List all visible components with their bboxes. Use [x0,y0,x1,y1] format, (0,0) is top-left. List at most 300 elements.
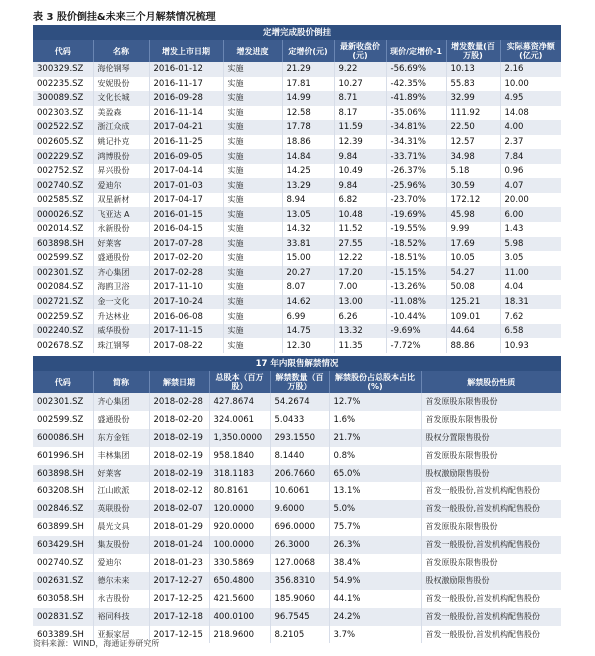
table-row [33,411,561,429]
table2-title: 17 年内限售解禁情况 [33,356,561,371]
table-cell: 11.59 [334,120,386,135]
table-cell: 002259.SZ [33,309,93,324]
table-cell: 22.50 [446,120,500,135]
table-cell: 2016-01-15 [149,207,223,222]
table-cell: 2018-02-20 [149,411,209,429]
table-cell: -23.70% [386,193,446,208]
table-cell: 002014.SZ [33,222,93,237]
table-row [33,280,561,295]
table-cell: 实施 [223,266,282,281]
table-cell: 002721.SZ [33,295,93,310]
table-cell: 2018-01-23 [149,554,209,572]
table-cell: 昇兴股份 [93,164,149,179]
table-cell: 东方金钰 [93,429,149,447]
table-cell: 12.39 [334,135,386,150]
table-cell: 002740.SZ [33,178,93,193]
table-cell: 002605.SZ [33,135,93,150]
table-cell: 3.7% [329,626,421,644]
table-cell: 002599.SZ [33,411,93,429]
table-cell: 18.31 [500,295,561,310]
table-cell: 603429.SH [33,536,93,554]
table-cell: 400.0100 [209,608,270,626]
table-cell: 10.49 [334,164,386,179]
table-cell: -33.71% [386,149,446,164]
table-cell: 鸿博股份 [93,149,149,164]
table2-header-5: 解禁股份占总股本占比(%) [329,371,421,393]
table-cell: 002301.SZ [33,266,93,281]
table-cell: 股权激励限售股份 [421,572,561,590]
table-cell: 7.84 [500,149,561,164]
table-cell: 实施 [223,309,282,324]
table-cell: 125.21 [446,295,500,310]
table-cell: 10.93 [500,338,561,353]
table-row [33,62,561,77]
table-cell: 5.18 [446,164,500,179]
table-cell: 26.3% [329,536,421,554]
table-cell: 2017-12-27 [149,572,209,590]
table-cell: 9.22 [334,62,386,77]
table-cell: 603058.SH [33,590,93,608]
table-cell: 2018-02-12 [149,482,209,500]
table-row [33,536,561,554]
table2-header-3: 总股本（百万股） [209,371,270,393]
table-cell: 海鸥卫浴 [93,280,149,295]
table-caption: 表 3 股价倒挂&未来三个月解禁情况梳理 [33,12,216,23]
table-row [33,309,561,324]
table-cell: 11.35 [334,338,386,353]
table-cell: 54.2674 [270,393,329,411]
table-cell: 2016-11-14 [149,106,223,121]
table-cell: 实施 [223,295,282,310]
table-cell: 002831.SZ [33,608,93,626]
top-cut-title [0,0,595,4]
table-cell: 421.5600 [209,590,270,608]
table-cell: 15.00 [282,251,334,266]
table-cell: 2.16 [500,62,561,77]
table-cell: 7.62 [500,309,561,324]
table-cell: -26.37% [386,164,446,179]
table-cell: 实施 [223,106,282,121]
table-cell: 696.0000 [270,518,329,536]
table-cell: 10.00 [500,77,561,92]
table-cell: 13.00 [334,295,386,310]
table-cell: 实施 [223,324,282,339]
table-cell: 4.00 [500,120,561,135]
table-cell: 股权分置限售股份 [421,429,561,447]
table-cell: 18.86 [282,135,334,150]
table2-header-2: 解禁日期 [149,371,209,393]
table-cell: -42.35% [386,77,446,92]
table-cell: 603389.SH [33,626,93,644]
table-cell: -13.26% [386,280,446,295]
table-cell: 浙江众成 [93,120,149,135]
table2-header-1: 简称 [93,371,149,393]
table-cell: 9.84 [334,149,386,164]
table-cell: 12.30 [282,338,334,353]
table-cell: 6.00 [500,207,561,222]
table-cell: 2.37 [500,135,561,150]
table-cell: 盛通股份 [93,411,149,429]
table-cell: 10.6061 [270,482,329,500]
table-cell: 实施 [223,193,282,208]
table-cell: 293.1550 [270,429,329,447]
table-cell: 好莱客 [93,237,149,252]
table-cell: 首发原股东限售股份 [421,393,561,411]
table-cell: 齐心集团 [93,266,149,281]
table-cell: 000026.SZ [33,207,93,222]
table-cell: 920.0000 [209,518,270,536]
table-cell: 2017-10-24 [149,295,223,310]
table-cell: -11.08% [386,295,446,310]
table-cell: 2017-04-21 [149,120,223,135]
table-cell: 44.64 [446,324,500,339]
table-cell: 32.99 [446,91,500,106]
table-cell: 206.7660 [270,465,329,483]
table-cell: 002522.SZ [33,120,93,135]
table-cell: 0.8% [329,447,421,465]
table-cell: 218.9600 [209,626,270,644]
table-row [33,554,561,572]
table-cell: 002631.SZ [33,572,93,590]
table-cell: 永新股份 [93,222,149,237]
table-cell: 5.0% [329,500,421,518]
table-cell: 603208.SH [33,482,93,500]
table-cell: 002084.SZ [33,280,93,295]
table-cell: 8.1440 [270,447,329,465]
table-cell: 17.69 [446,237,500,252]
table-cell: 5.98 [500,237,561,252]
table1-header-5: 最新收盘价(元) [334,40,386,62]
table-cell: 丰林集团 [93,447,149,465]
table-cell: 10.48 [334,207,386,222]
table-cell: 2016-01-12 [149,62,223,77]
table-cell: 10.05 [446,251,500,266]
table-cell: 实施 [223,280,282,295]
table-cell: 20.27 [282,266,334,281]
table-cell: 172.12 [446,193,500,208]
table-cell: 2017-02-28 [149,266,223,281]
table2-header-4: 解禁数量（百万股） [270,371,329,393]
table-cell: 54.9% [329,572,421,590]
table-cell: -9.69% [386,324,446,339]
table-cell: 75.7% [329,518,421,536]
table-cell: 002752.SZ [33,164,93,179]
table-cell: 实施 [223,164,282,179]
table-row [33,135,561,150]
table-row [33,572,561,590]
table-cell: 330.5869 [209,554,270,572]
table-cell: 324.0061 [209,411,270,429]
table-cell: 2016-09-28 [149,91,223,106]
table-cell: 2017-11-15 [149,324,223,339]
table1-header-2: 增发上市日期 [149,40,223,62]
table-cell: -41.89% [386,91,446,106]
table-cell: 21.7% [329,429,421,447]
table1-header-7: 增发数量(百万股) [446,40,500,62]
table-cell: 威华股份 [93,324,149,339]
table-cell: 2017-04-14 [149,164,223,179]
table-cell: 8.07 [282,280,334,295]
table-row [33,338,561,353]
table-row [33,237,561,252]
table-cell: 2018-02-19 [149,465,209,483]
table-cell: 文化长城 [93,91,149,106]
table-cell: 2018-02-28 [149,393,209,411]
table-cell: 185.9060 [270,590,329,608]
table-cell: 4.07 [500,178,561,193]
table-cell: 2017-04-17 [149,193,223,208]
table-cell: 24.2% [329,608,421,626]
table1-header-6: 现价/定增价-1 [386,40,446,62]
table-cell: 30.59 [446,178,500,193]
table-cell: 升达林业 [93,309,149,324]
table-cell: 10.27 [334,77,386,92]
table-cell: -15.15% [386,266,446,281]
table-cell: 2016-04-15 [149,222,223,237]
table-row [33,465,561,483]
table-cell: 002301.SZ [33,393,93,411]
table-cell: 14.25 [282,164,334,179]
table-cell: 55.83 [446,77,500,92]
table-cell: 首发一般股份,首发机构配售股份 [421,536,561,554]
table-cell: 958.1840 [209,447,270,465]
table-cell: 34.98 [446,149,500,164]
table-cell: 13.32 [334,324,386,339]
table-row [33,482,561,500]
table-cell: 002585.SZ [33,193,93,208]
table-cell: -56.69% [386,62,446,77]
unlock-table [33,356,561,643]
table-cell: 实施 [223,222,282,237]
table-row [33,77,561,92]
table-cell: 首发原股东限售股份 [421,447,561,465]
table-row [33,393,561,411]
table-cell: 002599.SZ [33,251,93,266]
table1-header-0: 代码 [33,40,93,62]
table-cell: 实施 [223,120,282,135]
table2-header-6: 解禁股份性质 [421,371,561,393]
table-cell: 14.08 [500,106,561,121]
table-cell: 2018-02-19 [149,447,209,465]
table-cell: 3.05 [500,251,561,266]
table-cell: 首发一般股份,首发机构配售股份 [421,590,561,608]
table-cell: 8.94 [282,193,334,208]
table-cell: 17.78 [282,120,334,135]
table-cell: 晨光文具 [93,518,149,536]
table-cell: 6.99 [282,309,334,324]
table-cell: 12.22 [334,251,386,266]
table-cell: 10.13 [446,62,500,77]
table-row [33,120,561,135]
table-cell: 300089.SZ [33,91,93,106]
table-row [33,222,561,237]
table-cell: 427.8674 [209,393,270,411]
table-cell: 9.6000 [270,500,329,518]
table-cell: 9.84 [334,178,386,193]
table-cell: 2016-11-17 [149,77,223,92]
table-cell: 17.20 [334,266,386,281]
table-cell: 45.98 [446,207,500,222]
table-cell: 盛通股份 [93,251,149,266]
table-cell: 26.3000 [270,536,329,554]
table-cell: -34.31% [386,135,446,150]
table-cell: 14.62 [282,295,334,310]
table-cell: 14.75 [282,324,334,339]
table-cell: 002235.SZ [33,77,93,92]
table-row [33,500,561,518]
table-row [33,91,561,106]
table-cell: 5.0433 [270,411,329,429]
reverse-price-table [33,25,561,353]
table-cell: 650.4800 [209,572,270,590]
table-cell: 111.92 [446,106,500,121]
table-cell: 珠江钢琴 [93,338,149,353]
table-cell: 2017-01-03 [149,178,223,193]
table-cell: 首发原股东限售股份 [421,518,561,536]
table-cell: 姚记扑克 [93,135,149,150]
table-cell: 600086.SH [33,429,93,447]
table-cell: 9.99 [446,222,500,237]
table-cell: 603898.SH [33,237,93,252]
table-cell: 11.00 [500,266,561,281]
table-cell: 88.86 [446,338,500,353]
table-cell: 2018-02-07 [149,500,209,518]
table-cell: 4.04 [500,280,561,295]
table-cell: 爱迪尔 [93,554,149,572]
table-cell: 首发一般股份,首发机构配售股份 [421,500,561,518]
table-cell: 11.52 [334,222,386,237]
table-cell: 356.8310 [270,572,329,590]
table-cell: 601996.SH [33,447,93,465]
table-cell: 实施 [223,62,282,77]
table-cell: 2018-01-29 [149,518,209,536]
table-cell: 首发一般股份,首发机构配售股份 [421,608,561,626]
table-cell: 27.55 [334,237,386,252]
table1-header-8: 实际募资净额(亿元) [500,40,561,62]
table-cell: 海伦钢琴 [93,62,149,77]
table-row [33,518,561,536]
table-cell: 集友股份 [93,536,149,554]
table2-header-0: 代码 [33,371,93,393]
table-cell: 127.0068 [270,554,329,572]
table-cell: 实施 [223,77,282,92]
table-cell: -34.81% [386,120,446,135]
table-row [33,178,561,193]
table-cell: 实施 [223,251,282,266]
table-cell: 318.1183 [209,465,270,483]
table-cell: -7.72% [386,338,446,353]
table-cell: 109.01 [446,309,500,324]
table-cell: 1.6% [329,411,421,429]
table-cell: 002240.SZ [33,324,93,339]
table-cell: 安妮股份 [93,77,149,92]
table-cell: 爱迪尔 [93,178,149,193]
table-row [33,295,561,310]
table-cell: 实施 [223,237,282,252]
table-cell: 2017-12-18 [149,608,209,626]
table-cell: 002303.SZ [33,106,93,121]
table-cell: 120.0000 [209,500,270,518]
table-cell: 17.81 [282,77,334,92]
table-cell: 44.1% [329,590,421,608]
table-cell: 2017-07-28 [149,237,223,252]
table1-title: 定增完成股价倒挂 [33,25,561,40]
table-cell: 14.32 [282,222,334,237]
table-cell: 实施 [223,338,282,353]
table-cell: 飞亚达 A [93,207,149,222]
table-cell: 金一文化 [93,295,149,310]
table-cell: 首发原股东限售股份 [421,411,561,429]
table-row [33,266,561,281]
table-cell: -18.51% [386,251,446,266]
table-cell: 603898.SH [33,465,93,483]
table-cell: 8.2105 [270,626,329,644]
table-cell: 实施 [223,91,282,106]
table-cell: 江山欧派 [93,482,149,500]
table-row [33,590,561,608]
table-row [33,608,561,626]
table-cell: 6.82 [334,193,386,208]
table1-header-1: 名称 [93,40,149,62]
table-cell: 8.17 [334,106,386,121]
table-row [33,106,561,121]
table-cell: 2016-09-05 [149,149,223,164]
table-cell: 6.26 [334,309,386,324]
table-cell: -19.55% [386,222,446,237]
table-cell: 1.43 [500,222,561,237]
table-cell: 14.84 [282,149,334,164]
table-cell: 603899.SH [33,518,93,536]
table-cell: 54.27 [446,266,500,281]
table-cell: 14.99 [282,91,334,106]
table-row [33,149,561,164]
table-row [33,164,561,179]
table-cell: 德尔未来 [93,572,149,590]
table-cell: 实施 [223,207,282,222]
table-cell: 好莱客 [93,465,149,483]
table-row [33,429,561,447]
table-cell: 齐心集团 [93,393,149,411]
table-cell: 12.7% [329,393,421,411]
table-cell: 96.7545 [270,608,329,626]
table-cell: 2018-01-24 [149,536,209,554]
table-cell: -10.44% [386,309,446,324]
table-cell: 6.58 [500,324,561,339]
table-cell: 英联股份 [93,500,149,518]
table-cell: 首发一般股份,首发机构配售股份 [421,482,561,500]
table-cell: -35.06% [386,106,446,121]
table-row [33,251,561,266]
table-cell: 美盈森 [93,106,149,121]
table-cell: 2016-11-25 [149,135,223,150]
table-cell: 65.0% [329,465,421,483]
table-cell: 50.08 [446,280,500,295]
table-cell: 12.57 [446,135,500,150]
table-cell: -19.69% [386,207,446,222]
table-cell: 7.00 [334,280,386,295]
table-cell: 13.05 [282,207,334,222]
table-cell: 002229.SZ [33,149,93,164]
table-cell: 实施 [223,149,282,164]
table-cell: 2017-12-15 [149,626,209,644]
table-cell: -25.96% [386,178,446,193]
table-cell: 2017-08-22 [149,338,223,353]
table-cell: 2016-06-08 [149,309,223,324]
table-cell: 4.95 [500,91,561,106]
table-cell: 300329.SZ [33,62,93,77]
table-cell: 0.96 [500,164,561,179]
table-row [33,324,561,339]
